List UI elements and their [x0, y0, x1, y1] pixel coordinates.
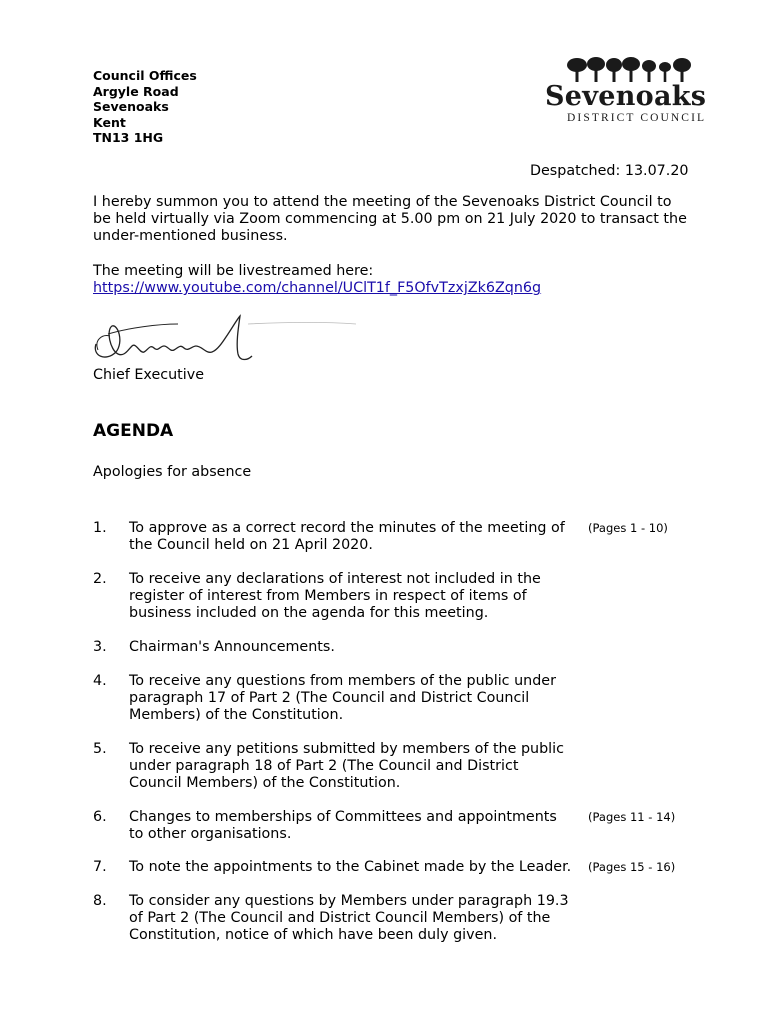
- address-line: TN13 1HG: [93, 130, 164, 146]
- address-line: Council Offices: [93, 68, 197, 83]
- item-text: Chairman's Announcements.: [129, 639, 335, 655]
- item-number: 3.: [93, 639, 107, 655]
- item-text: To note the appointments to the Cabinet made by the Leader.: [129, 859, 572, 875]
- item-number: 2.: [93, 571, 107, 587]
- council-logo: [545, 56, 725, 128]
- item-pages: (Pages 11 - 14): [588, 810, 676, 824]
- item-number: 6.: [93, 809, 107, 825]
- livestream-text: The meeting will be livestreamed here:: [93, 263, 374, 279]
- despatched-date: Despatched: 13.07.20: [530, 163, 689, 179]
- logo-name: Sevenoaks: [545, 81, 707, 112]
- item-number: 4.: [93, 673, 107, 689]
- apologies-item: Apologies for absence: [93, 464, 252, 480]
- item-text: To receive any declarations of interest not included in the register of interest from Members in respect of items of business included on the agenda for this meeting.: [129, 571, 541, 622]
- address-line: Kent: [93, 114, 126, 130]
- address-line: Sevenoaks: [93, 99, 169, 115]
- item-number: 5.: [93, 741, 107, 757]
- livestream-link[interactable]: https://www.youtube.com/channel/UClT1f_F5OfvTzxjZk6Zqn6g: [93, 280, 542, 297]
- item-text: To consider any questions by Members under paragraph 19.3 of Part 2 (The Council and District Council Members) of the Constitution, notice of which have been duly given.: [129, 893, 569, 944]
- item-pages: (Pages 15 - 16): [588, 860, 676, 874]
- item-text: To approve as a correct record the minutes of the meeting of the Council held on 21 April 2020.: [129, 520, 565, 554]
- item-text: Changes to memberships of Committees and appointments to other organisations.: [129, 809, 557, 843]
- livestream-paragraph: [93, 263, 693, 297]
- agenda-heading: AGENDA: [93, 421, 174, 441]
- oak-trees-icon: [565, 56, 705, 84]
- item-number: 1.: [93, 520, 107, 536]
- item-number: 8.: [93, 893, 107, 909]
- signatory-title: Chief Executive: [93, 367, 204, 383]
- item-pages: (Pages 1 - 10): [588, 521, 668, 535]
- item-number: 7.: [93, 859, 107, 875]
- signature-image: [88, 310, 358, 372]
- council-address: [93, 68, 197, 146]
- item-text: To receive any questions from members of the public under paragraph 17 of Part 2 (The Council and District Council Members) of the Constitution.: [129, 673, 556, 724]
- summons-paragraph: I hereby summon you to attend the meeting of the Sevenoaks District Council to be held virtually via Zoom commencing at 5.00 pm on 21 July 2020 to transact the under-mentioned business.: [93, 194, 687, 245]
- logo-subtitle: DISTRICT COUNCIL: [567, 112, 707, 124]
- address-line: Argyle Road: [93, 83, 179, 99]
- item-text: To receive any petitions submitted by members of the public under paragraph 18 of Part 2 (The Council and District Council Members) of the Constitution.: [129, 741, 564, 792]
